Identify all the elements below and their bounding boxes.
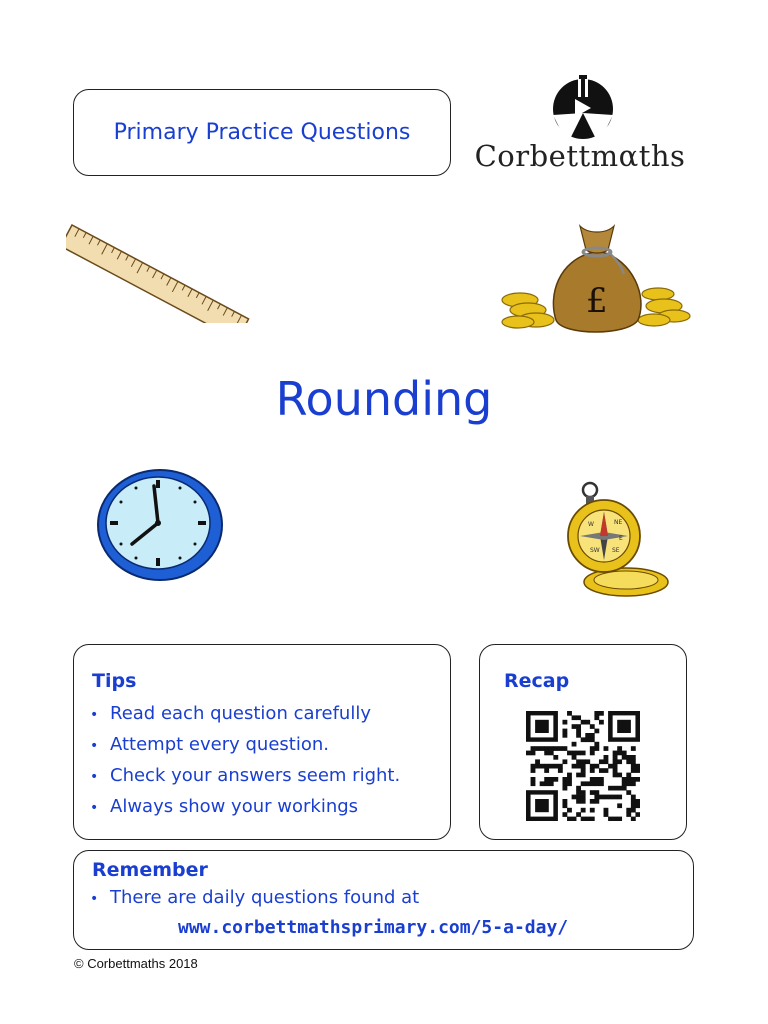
five-a-day-link[interactable]: www.corbettmathsprimary.com/5-a-day/ — [178, 917, 569, 938]
page-title: Rounding — [275, 372, 493, 426]
tips-box — [73, 644, 451, 840]
recap-heading: Recap — [504, 670, 570, 692]
svg-text:W: W — [588, 521, 594, 528]
clock-icon — [96, 468, 226, 582]
recap-box — [479, 644, 687, 840]
tips-item: • Always show your workings — [90, 792, 400, 823]
tips-item: • Read each question carefully — [90, 699, 400, 730]
tips-item: • Attempt every question. — [90, 730, 400, 761]
remember-text: • There are daily questions found at — [90, 887, 419, 908]
tips-list — [90, 699, 400, 823]
header-box — [73, 89, 451, 176]
corbettmaths-logo — [470, 75, 690, 185]
tips-item: • Check your answers seem right. — [90, 761, 400, 792]
svg-text:£: £ — [586, 281, 608, 321]
svg-text:E: E — [619, 535, 623, 542]
svg-text:SE: SE — [612, 547, 620, 554]
header-label: Primary Practice Questions — [113, 120, 411, 145]
remember-heading: Remember — [92, 859, 208, 881]
logo-wordmark: Corbettmαths — [474, 139, 686, 173]
money-bag-icon — [498, 216, 692, 344]
qr-code-icon[interactable] — [526, 711, 640, 821]
tips-heading: Tips — [92, 670, 137, 692]
copyright-text: © Corbettmaths 2018 — [74, 956, 198, 971]
compass-icon — [560, 478, 674, 602]
logo-mark-icon — [470, 75, 690, 139]
ruler-icon — [66, 205, 258, 323]
remember-box — [73, 850, 694, 950]
svg-text:NE: NE — [614, 519, 623, 526]
svg-text:SW: SW — [590, 547, 600, 554]
